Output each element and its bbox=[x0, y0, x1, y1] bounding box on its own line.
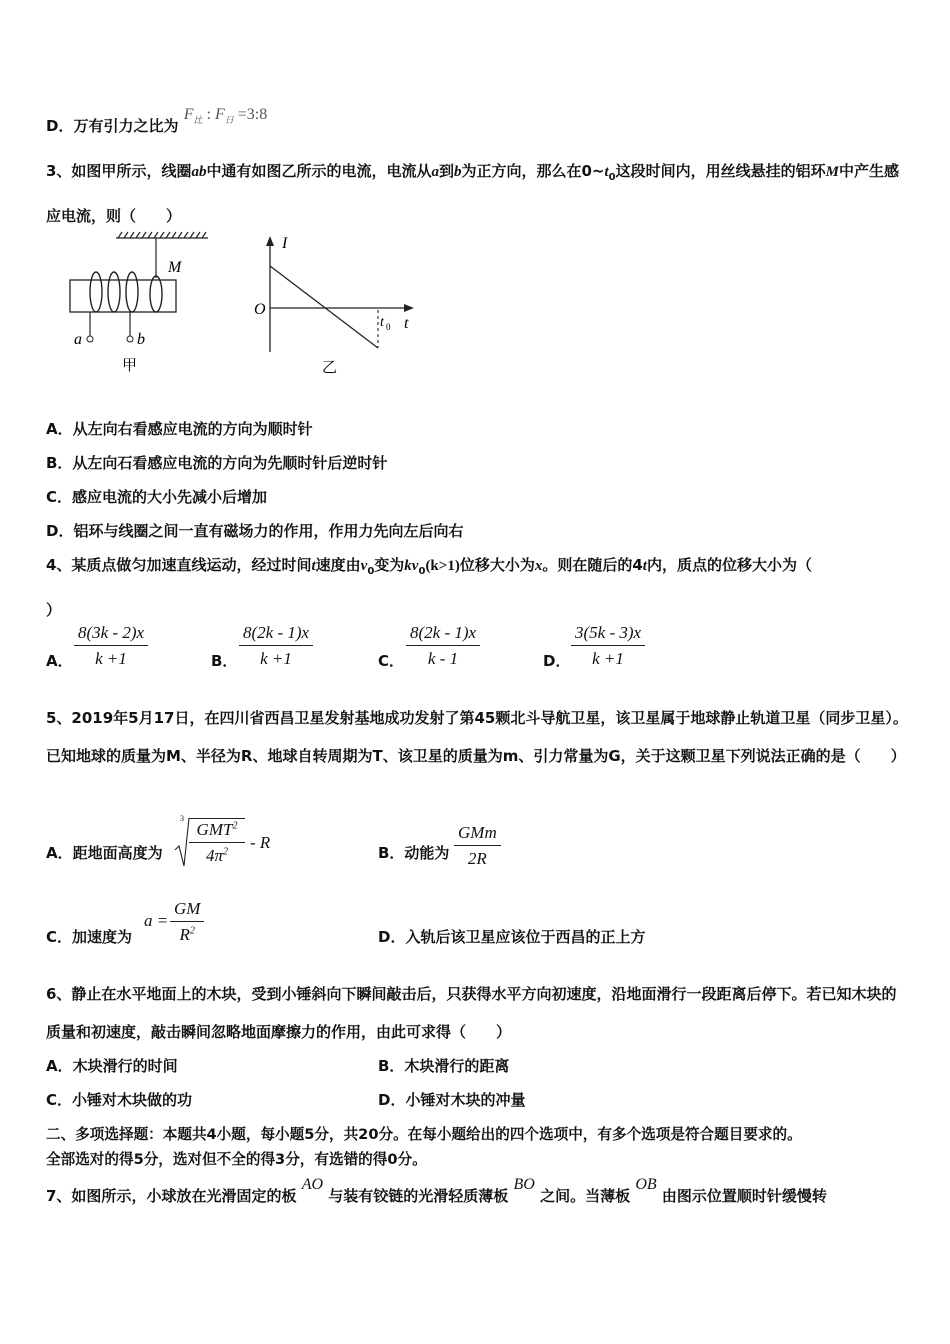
q7-stem bbox=[46, 1176, 827, 1206]
q5-option-c-den-text: R bbox=[179, 925, 190, 944]
q5-option-a-num-text: GMT bbox=[196, 820, 233, 839]
q5-option-a-minus-r: - R bbox=[250, 833, 271, 852]
q2-option-d bbox=[46, 106, 268, 138]
q3-var-t0-sub: 0 bbox=[608, 172, 616, 183]
q5-option-a-num bbox=[189, 820, 245, 843]
q5-option-c-num: GM bbox=[170, 899, 204, 922]
q4-option-b-label: B． bbox=[211, 652, 238, 670]
q4-option-d-num: 3(5k - 3)x bbox=[571, 623, 645, 646]
q7-stem-text-1: 7、如图所示，小球放在光滑固定的板 bbox=[46, 1187, 297, 1205]
force-sub-bi: 比 bbox=[193, 115, 203, 126]
q7-var-BO: BO bbox=[513, 1176, 535, 1193]
label-M: M bbox=[168, 259, 182, 276]
axis-t-arrow bbox=[404, 304, 414, 312]
q4-var-x: x bbox=[534, 558, 543, 574]
q2-option-d-text: D．万有引力之比为 bbox=[46, 117, 179, 135]
q3-stem-text-3: 到 bbox=[438, 162, 454, 180]
q6-option-a: A．木块滑行的时间 bbox=[46, 1057, 178, 1075]
label-I: I bbox=[282, 235, 288, 252]
q3-stem bbox=[46, 152, 908, 235]
q5-option-a-vinculum bbox=[189, 818, 245, 819]
q4-option-a-den: k +1 bbox=[95, 649, 127, 668]
q3-figure-yi bbox=[248, 232, 428, 380]
q5-option-c-den-sup: 2 bbox=[189, 925, 195, 937]
q4-option-b-fraction bbox=[239, 623, 313, 669]
q4-var-t-2: t bbox=[642, 558, 647, 574]
q3-var-b: b bbox=[453, 164, 462, 180]
q4-option-c-num: 8(2k - 1)x bbox=[406, 623, 480, 646]
q4-stem-close: ） bbox=[46, 601, 62, 619]
q4-option-d-fraction bbox=[571, 623, 645, 669]
q4-option-d-den: k +1 bbox=[592, 649, 624, 668]
q6-option-d: D．小锤对木块的冲量 bbox=[378, 1091, 526, 1109]
q4-option-c-label: C． bbox=[378, 652, 405, 670]
q4-stem-text-4: 位移大小为 bbox=[459, 556, 535, 574]
terminal-b bbox=[127, 336, 133, 342]
q4-option-b-num: 8(2k - 1)x bbox=[239, 623, 313, 646]
q5-option-a-den-sup: 2 bbox=[223, 846, 229, 858]
q4-var-kv0: kv bbox=[404, 558, 419, 574]
q5-option-a-label: A．距地面高度为 bbox=[46, 844, 163, 862]
coil-turns bbox=[90, 272, 138, 312]
q3-var-M: M bbox=[825, 164, 839, 180]
q3-stem-text-6: 中产生感应电流，则（ ） bbox=[46, 162, 900, 225]
q7-var-AO: AO bbox=[301, 1176, 324, 1193]
q4-option-c-fraction bbox=[406, 623, 480, 669]
q3-stem-text-5: 这段时间内，用丝线悬挂的铝环 bbox=[615, 162, 826, 180]
q3-stem-text-1: 3、如图甲所示，线圈 bbox=[46, 162, 192, 180]
q4-option-a-num: 8(3k - 2)x bbox=[74, 623, 148, 646]
q6-stem: 6、静止在水平地面上的木块，受到小锤斜向下瞬间敲击后，只获得水平方向初速度，沿地面滑行一段距离后停下。若已知木块的质量和初速度，敲击瞬间忽略地面摩擦力的作用，由此可求得（ ） bbox=[46, 985, 897, 1041]
q3-option-a: A．从左向右看感应电流的方向为顺时针 bbox=[46, 420, 313, 438]
q5-option-a-radical bbox=[174, 816, 190, 868]
q5-option-a-root-index: 3 bbox=[180, 814, 184, 823]
q5-option-b-label: B．动能为 bbox=[378, 844, 450, 862]
q3-var-t0: t bbox=[604, 164, 609, 180]
colon: : bbox=[206, 106, 211, 123]
q2-option-d-formula bbox=[183, 106, 268, 126]
q3-stem-text-4: 为正方向，那么在0~ bbox=[461, 162, 605, 180]
q4-option-d-label: D． bbox=[543, 652, 571, 670]
q7-stem-text-3: 之间。当薄板 bbox=[540, 1187, 631, 1205]
section2-line-1: 二、多项选择题：本题共4小题，每小题5分，共20分。在每小题给出的四个选项中，有多个选项是符合题目要求的。 bbox=[46, 1126, 802, 1143]
q4-var-v0: v bbox=[360, 558, 368, 574]
q4-stem bbox=[46, 546, 908, 629]
current-line bbox=[270, 266, 378, 348]
q4-var-v0-sub: 0 bbox=[367, 566, 375, 577]
q7-stem-text-4: 由图示位置顺时针缓慢转 bbox=[661, 1187, 827, 1205]
label-O: O bbox=[254, 301, 266, 318]
q5-option-a-fraction bbox=[189, 820, 245, 866]
label-t0-sub: 0 bbox=[386, 322, 391, 332]
q4-option-c-den: k - 1 bbox=[427, 649, 459, 668]
q3-var-ab: ab bbox=[191, 164, 207, 180]
force-sub-ri: 日 bbox=[224, 115, 234, 126]
q3-stem-text-2: 中通有如图乙所示的电流，电流从 bbox=[206, 162, 432, 180]
q5-option-a-num-sup: 2 bbox=[232, 820, 238, 832]
q5-stem: 5、2019年5月17日，在四川省西昌卫星发射基地成功发射了第45颗北斗导航卫星，该卫星属于地球静止轨道卫星（同步卫星）。已知地球的质量为M、半径为R、地球自转周期为T、该卫星的质量为m、引力常量为G，关于这颗卫星下列说法正确的是（ ） bbox=[46, 709, 908, 765]
q5-option-b-fraction bbox=[454, 823, 501, 869]
q3-var-a: a bbox=[431, 164, 439, 180]
terminal-a bbox=[87, 336, 93, 342]
ceiling-hatch bbox=[116, 232, 208, 238]
q5-option-b-den: 2R bbox=[467, 849, 487, 868]
ratio: =3:8 bbox=[237, 106, 268, 123]
force-symbol-2: F bbox=[214, 106, 225, 123]
q5-option-d: D．入轨后该卫星应该位于西昌的正上方 bbox=[378, 928, 646, 946]
q4-var-kv0-sub: 0 bbox=[418, 566, 426, 577]
aluminum-ring bbox=[150, 276, 162, 312]
caption-jia: 甲 bbox=[122, 356, 138, 374]
q7-stem-text-2: 与装有铰链的光滑轻质薄板 bbox=[328, 1187, 509, 1205]
q4-stem-text-3: 变为 bbox=[374, 556, 405, 574]
q4-k-condition: (k>1) bbox=[425, 558, 460, 574]
q3-option-d: D．铝环与线圈之间一直有磁场力的作用，作用力先向左后向右 bbox=[46, 522, 464, 540]
q3-option-b: B．从左向石看感应电流的方向为先顺时针后逆时针 bbox=[46, 454, 388, 472]
q5-option-c-den bbox=[170, 922, 204, 945]
axis-i-arrow bbox=[266, 236, 274, 246]
q3-figure-jia bbox=[60, 228, 220, 380]
q4-stem-text-2: 速度由 bbox=[315, 556, 361, 574]
label-t: t bbox=[404, 315, 409, 332]
q5-option-c-lhs: a = bbox=[144, 911, 169, 930]
q6-option-c: C．小锤对木块做的功 bbox=[46, 1091, 193, 1109]
q5-option-a-den-text: 4π bbox=[205, 846, 224, 865]
q4-stem-text-5: 。则在随后的4 bbox=[542, 556, 643, 574]
q4-option-a-label: A． bbox=[46, 652, 73, 670]
q4-option-a-fraction bbox=[74, 623, 148, 669]
q5-option-b-num: GMm bbox=[454, 823, 501, 846]
label-b: b bbox=[137, 331, 145, 348]
q4-var-t: t bbox=[311, 558, 316, 574]
q6-option-b: B．木块滑行的距离 bbox=[378, 1057, 510, 1075]
section2-line-2: 全部选对的得5分，选对但不全的得3分，有选错的得0分。 bbox=[46, 1151, 427, 1168]
label-t0: t bbox=[380, 315, 384, 330]
q5-option-c-fraction bbox=[170, 899, 204, 945]
q5-option-c-label: C．加速度为 bbox=[46, 928, 133, 946]
caption-yi: 乙 bbox=[322, 358, 338, 376]
q4-stem-text-1: 4、某质点做匀加速直线运动，经过时间 bbox=[46, 556, 312, 574]
q4-stem-text-6: 内，质点的位移大小为（ bbox=[646, 556, 812, 574]
q4-option-b-den: k +1 bbox=[260, 649, 292, 668]
q7-var-OB: OB bbox=[635, 1176, 657, 1193]
q3-option-c: C．感应电流的大小先减小后增加 bbox=[46, 488, 268, 506]
force-symbol: F bbox=[183, 106, 194, 123]
q5-option-a-den bbox=[189, 843, 245, 866]
label-a: a bbox=[74, 331, 82, 348]
